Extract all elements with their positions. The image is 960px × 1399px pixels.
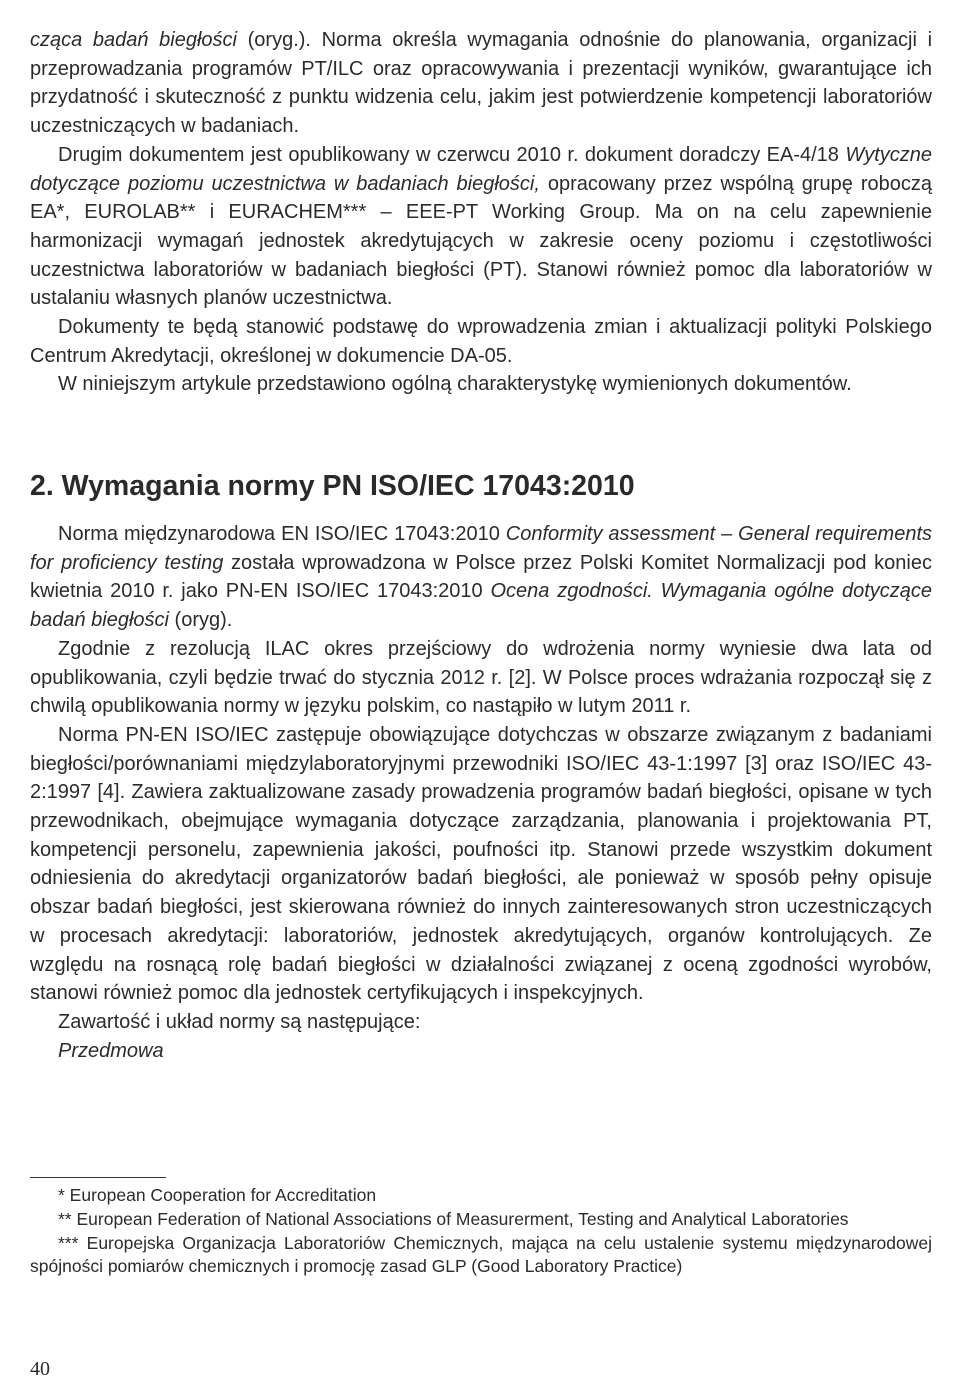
intro-paragraph-2 [30,141,932,313]
intro-paragraph-1 [30,26,932,141]
page-number: 40 [30,1358,50,1380]
text-run: Norma międzynarodowa EN ISO/IEC 17043:2010 [58,523,506,545]
section-paragraph-4: Zawartość i układ normy są następujące: [58,1010,421,1033]
italic-title: Ocena zgodności. Wymagania ogólne dotyczące badań biegłości [30,580,932,632]
italic-title: cząca badań biegłości [30,29,237,51]
text-run: Drugim dokumentem jest opublikowany w czerwcu 2010 r. dokument doradczy EA-4/18 [58,143,846,166]
footnote-2: ** European Federation of National Associations of Measurerment, Testing and Analytical Laboratories [58,1208,849,1229]
text-run: została wprowadzona w Polsce przez Polski Komitet Normalizacji pod koniec kwietnia 2010 r. jako PN-EN ISO/IEC 17043:2010 [30,551,932,603]
footnote-3: *** Europejska Organizacja Laboratoriów Chemicznych, mająca na celu ustalenie systemu międzynarodowej spójności pomiarów chemicznych i promocję zasad GLP (Good Laboratory Practice) [30,1232,932,1277]
page-body [30,26,933,1277]
footnotes [30,1184,932,1279]
section-paragraph-2: Zgodnie z rezolucją ILAC okres przejściowy do wdrożenia normy wyniesie dwa lata od opublikowania, czyli będzie trwać do stycznia 2012 r. [2]. W Polsce proces wdrażania rozpoczął się z chwilą opublikowania normy w języku polskim, co nastąpiło w lutym 2011 r. [30,637,932,718]
contents-list-item [30,1037,932,1066]
footnote-1: * European Cooperation for Accreditation [58,1185,377,1205]
italic-list-item: Przedmowa [58,1039,164,1062]
text-run: (oryg). [169,609,233,632]
section-paragraph-1 [30,520,932,635]
text-run: opracowany przez wspólną grupę roboczą EA*, EUROLAB** i EURACHEM*** – EEE-PT Working Group. Ma on na celu zapewnienie harmonizacji wymagań jednostek akredytujących w zakresie oceny poziomu i częstotliwości uczestnictwa laboratoriów w badaniach biegłości (PT). Stanowi również pomoc dla laboratoriów w ustalaniu własnych planów uczestnictwa. [30,172,933,310]
section-paragraph-3: Norma PN-EN ISO/IEC zastępuje obowiązujące dotychczas w obszarze związanym z badaniami biegłości/porównaniami międzylaboratoryjnymi przewodniki ISO/IEC 43-1:1997 [3] oraz ISO/IEC 43-2:1997 [4]. Zawiera zaktualizowane zasady prowadzenia programów badań biegłości, opisane w tych przewodnikach, obejmujące wymagania dotyczące zarządzania, planowania i projektowania PT, kompetencji personelu, zapewnienia jakości, poufności itp. Stanowi przede wszystkim dokument odniesienia do akredytacji organizatorów badań biegłości, ale ponieważ w sposób pełny opisuje obszar badań biegłości, jest skierowana również do innych zainteresowanych stron uczestniczących w procesach akredytacji: laboratoriów, jednostek akredytujących, organów kontrolujących. Ze względu na rosnącą rolę badań biegłości w działalności związanej z oceną zgodności wyrobów, stanowi również pomoc dla jednostek certyfikujących i inspekcyjnych. [30,723,932,1005]
section-body [30,520,932,1065]
section-heading: 2. Wymagania normy PN ISO/IEC 17043:2010 [30,470,635,502]
footnote-divider [30,1177,166,1178]
intro-paragraph-3: Dokumenty te będą stanowić podstawę do wprowadzenia zmian i aktualizacji polityki Polskiego Centrum Akredytacji, określonej w dokumencie DA-05. [30,316,932,367]
italic-title: Wytyczne dotyczące poziomu uczestnictwa w badaniach biegłości, [30,143,932,195]
italic-title: Conformity assessment – General requirements for proficiency testing [30,523,932,574]
text-run: (oryg.). Norma określa wymagania odnośnie do planowania, organizacji i przeprowadzania programów PT/ILC oraz opracowywania i prezentacji wyników, gwarantujące ich przydatność i skuteczność z punktu widzenia celu, jakim jest potwierdzenie kompetencji laboratoriów uczestniczących w badaniach. [30,29,933,138]
intro-paragraph-4: W niniejszym artykule przedstawiono ogólną charakterystykę wymienionych dokumentów. [58,373,852,396]
